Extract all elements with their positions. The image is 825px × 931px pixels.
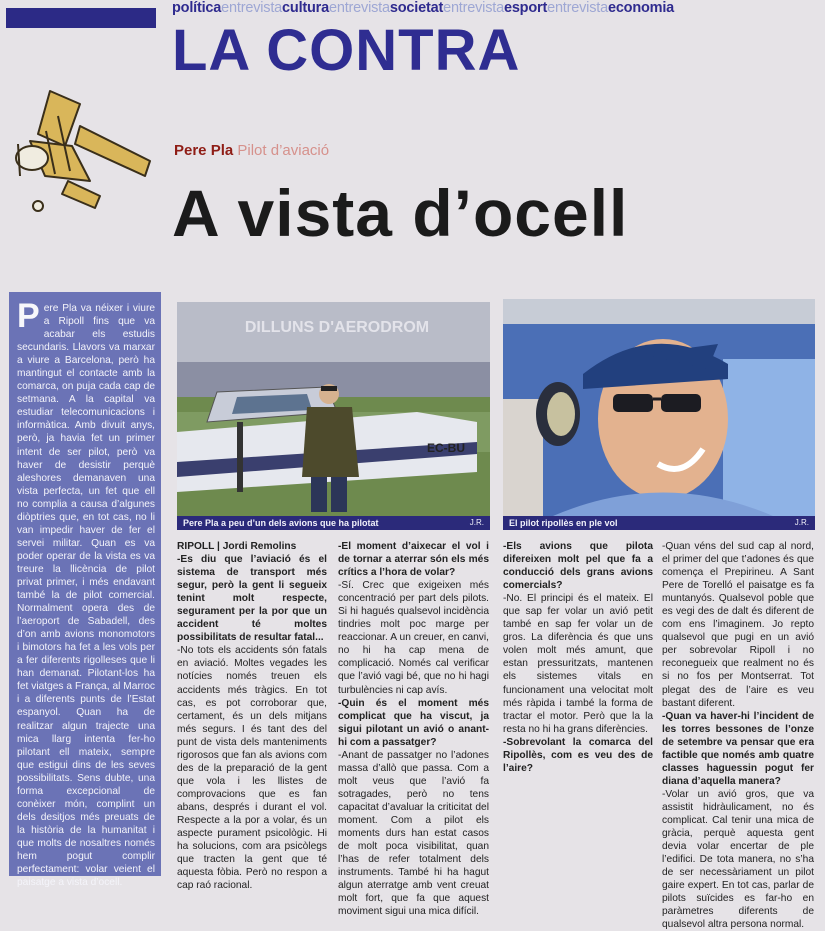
headline: A vista d’ocell: [172, 176, 629, 250]
biplane-icon: [10, 86, 160, 216]
photo-credit: J.R.: [469, 518, 484, 527]
header-color-bar: [6, 8, 156, 28]
photo-caption: Pere Pla a peu d’un dels avions que ha pilotat J.R.: [177, 516, 490, 530]
page-title: LA CONTRA: [172, 18, 521, 83]
article-column-1: [177, 540, 327, 892]
article-place: RIPOLL |: [177, 541, 220, 552]
section-link[interactable]: cultura: [282, 0, 329, 16]
article-column-4: [662, 540, 814, 931]
article-dateline: [177, 540, 327, 553]
photo-caption: El pilot ripollès en ple vol J.R.: [503, 516, 815, 530]
question: -El moment d’aixecar el vol i de tornar a aterrar són els més crítics a l’hora de volar?: [338, 541, 489, 579]
question: -Sobrevolant la comarca del Ripollès, com es veu des de l’aire?: [503, 736, 653, 774]
answer: -No. El principi és el mateix. El que sap fer volar un avió petit també en sap fer volar un de gros. La diferència és que uns volen molt més amunt, que estan pressuritzats, mantenen els sistemes vitals en funcionament una velocitat molt més ràpida i també la forma de tractar el motor. Però que la la resta no hi ha grans diferències.: [503, 593, 653, 735]
tail-number: EC-BU: [427, 441, 465, 455]
photo-pilot-cockpit: [503, 299, 815, 516]
question: -Quan va haver-hi l’incident de les torres bessones de l’onze de setembre va pensar que era factible que només amb quatre classes haguessin pogut fer diana d’aquella manera?: [662, 710, 814, 787]
intro-text: ere Pla va néixer i viure a Ripoll fins que va acabar els estudis secundaris. Llavors va marxar a viure a Barcelona, però ha mantingut el contacte amb la comarca, on puja cada cap de setmana. A la capital va estudiar telecomunicacions i informàtica. Amb divuit anys, però, ja havia fet un primer intent de ser pilot, però va haver de desistir perquè aleshores demanaven una vista perfecta, un fet que ell no complia a causa d’algunes diòptries que, en tot cas, no li van impedir haver de fer el servei militar. Quan es va poder operar de la vista es va treure la llicència de pilot privat primer, i més endavant també la de pilot comercial. Normalment opera des de l’aeroport de Sabadell, des d’on amb avions monomotors i bimotors ha fet a les vols per a fer diferents rigolleses que li han demanat. Pilotant-los ha fet viatges a França, al Marroc i a diferents punts de l’Estat espanyol. Quan ha de realitzar algun trajecte una mica llarg intenta fer-ho pilotant ell mateix, sempre que estigui dins de les seves possibilitats. Sens dubte, una forma excepcional de conèixer món, complint un dels desitjos més preuats de la història de la humanitat i que molts de nosaltres només hem pogut complir perfectament: volar veient el paisatge a vista d’ocell.: [17, 303, 155, 889]
answer: -Sí. Crec que exigeixen més concentració per part dels pilots. Si hi hagués qualsevol incidència tindries molt poc marge per reaccionar. A un creuer, en canvi, no hi ha cap mena de complicació. Només cal verificar que l’avió vagi bé, que no hi hagi turbulències ni cap avís.: [338, 580, 489, 696]
photo-credit: J.R.: [794, 518, 809, 527]
article-author: Jordi Remolins: [222, 541, 297, 552]
question: -Quin és el moment més complicat que ha viscut, ja sigui pilotant un avió o anant-hi com a passatger?: [338, 697, 489, 748]
section-link[interactable]: política: [172, 0, 222, 16]
section-link[interactable]: esport: [503, 0, 548, 16]
article-column-2: [338, 540, 489, 918]
byline-name: Pere Pla: [174, 142, 234, 159]
section-separator: entrevista: [443, 0, 504, 16]
answer: -Volar un avió gros, que va assistit hidràulicament, no és complicat. Cal tenir una mica de gràcia, perquè aquesta gent devia volar encertar de ple l’edifici. De tota manera, no s’ha de ser necessàriament un pilot gaire expert. En tot cas, parlar de pilots suïcides es far-ho en paràmetres diferents de qualsevol altra persona normal.: [662, 788, 814, 931]
answer: -Anant de passatger no l’adones massa d’allò que passa. Com a molt veus que l’avió fa sotragades, però no tens capacitat d’avaluar la criticitat del moment. Com a pilot els moments durs han estat casos de molt poca visibilitat, quan l’has de refer totalment dels instruments. També hi ha hagut algun aterratge amb vent creuat molt fort, que fa que aquest moviment sigui una mica difícil.: [338, 749, 489, 918]
section-link[interactable]: economia: [607, 0, 675, 16]
article-column-3: [503, 540, 653, 880]
intro-box: [9, 292, 161, 889]
section-separator: entrevista: [329, 0, 390, 16]
photo-pilot-plane: [177, 302, 490, 516]
section-nav: [172, 0, 674, 16]
question: -Els avions que pilota difereixen molt pel que fa a conducció dels grans avions comercials?: [503, 541, 653, 592]
section-separator: entrevista: [221, 0, 283, 16]
question: -Es diu que l’aviació és el sistema de transport més segur, però la gent li segueix tenint molt respecte, segurament per la por que un accident té moltes possibilitats de resultar fatal...: [177, 554, 327, 644]
drop-cap: P: [17, 297, 40, 335]
byline: [174, 142, 329, 159]
section-link[interactable]: societat: [389, 0, 444, 16]
answer: -Quan véns del sud cap al nord, el primer del que t’adones és que comença el Prepirineu. A Sant Pere de Torelló el paisatge es fa muntanyós. Qualsevol poble que es vegi des de dalt és diferent de com ens l’imaginem. Jo repto qualsevol que pugi en un avió per sobrevolar Ripoll i no reconegueix que realment no és si no fos per Montserrat. Tot plegat des de l’aire es veu bastant diferent.: [662, 541, 814, 709]
section-separator: entrevista: [547, 0, 608, 16]
answer: -No tots els accidents són fatals en aviació. Moltes vegades les notícies només treuen els accidents més tràgics. En tot cas, es pot corroborar que, certament, és un dels mitjans més segurs. I és tant des del punt de vista dels manteniments rigorosos que fan als avions com des de la preparació de la gent que vola i les llistes de comprovacions que es fan abans, després i durant el vol. Respecte a la por a volar, és un aspecte purament psicològic. Hi ha solucions, com ara psicòlegs que tracten la gent que té aquesta fòbia. Però no respon a cap raó racional.: [177, 645, 327, 892]
byline-role: Pilot d’aviació: [237, 142, 330, 159]
photo-backdrop-text: DILLUNS D'AERODROM: [244, 319, 430, 336]
